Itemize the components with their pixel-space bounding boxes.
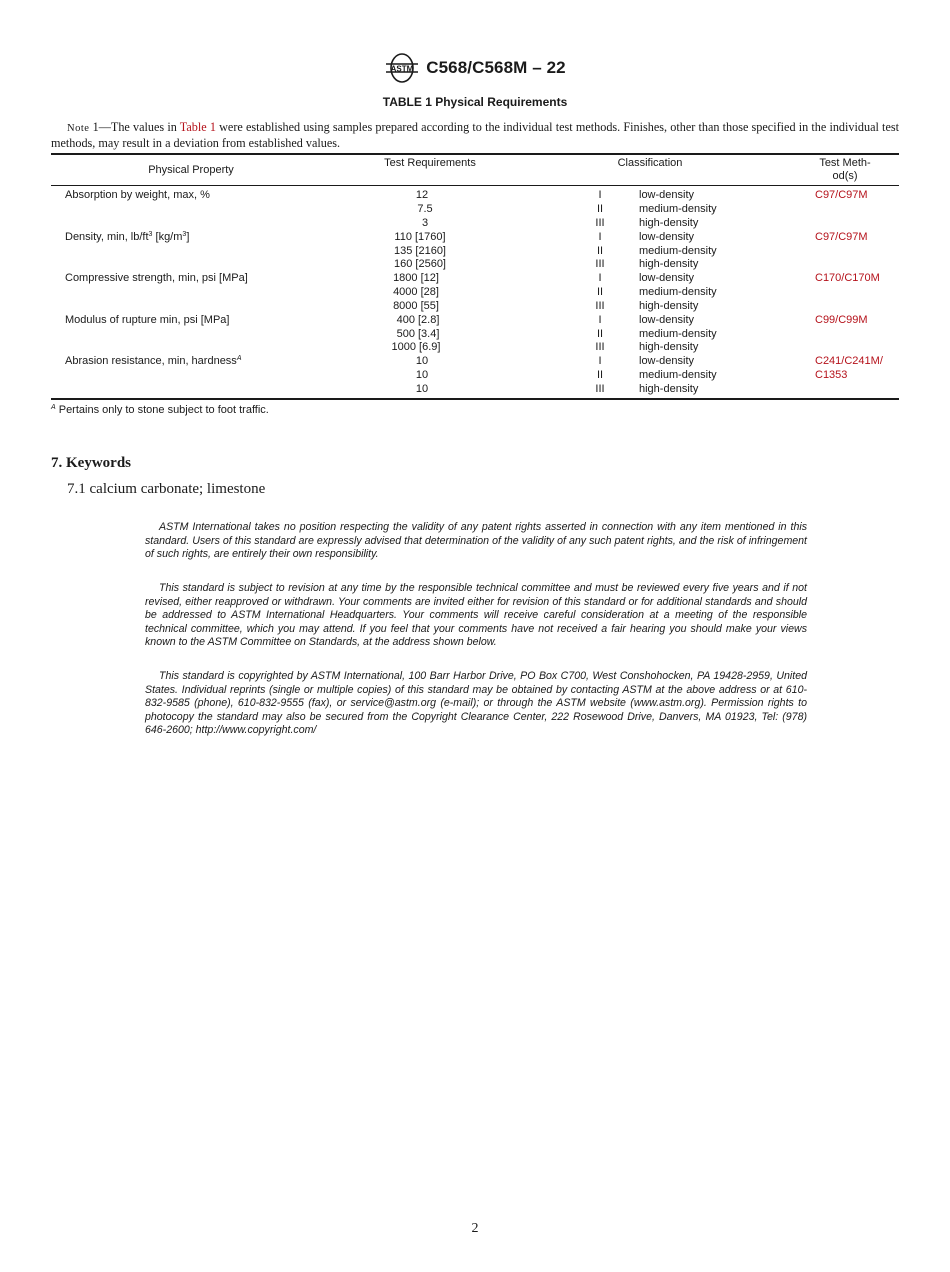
class-name: high-density <box>639 217 699 229</box>
req-value: 7.5 <box>417 203 433 215</box>
class-roman: III <box>595 341 605 353</box>
class-roman: III <box>595 258 605 270</box>
table-bottom-rule <box>51 398 899 400</box>
method-link-c97[interactable]: C97/C97M <box>815 231 868 243</box>
class-name: medium-density <box>639 286 717 298</box>
property-modulus-of-rupture: Modulus of rupture min, psi [MPa] <box>65 314 230 326</box>
keywords-heading: 7. Keywords <box>51 455 131 471</box>
class-roman: II <box>596 286 604 298</box>
col-test-requirements: Test Requirements <box>384 157 476 169</box>
footnote-mark: A <box>51 404 56 411</box>
req-value: 135 [2160] <box>394 245 446 257</box>
svg-text:ASTM: ASTM <box>390 64 414 74</box>
class-roman: I <box>598 314 602 326</box>
table-top-rule <box>51 153 899 155</box>
property-compressive-strength: Compressive strength, min, psi [MPa] <box>65 272 248 284</box>
class-roman: II <box>596 245 604 257</box>
col-test-methods-line2: od(s) <box>832 170 858 182</box>
revision-disclaimer: This standard is subject to revision at any time by the responsible technical committee and must be reviewed every five years and if not revised, either reapproved or withdrawn. Your comments are invited either for revision of this standard or for additional standards and should be addressed to ASTM International Headquarters. Your comments will receive careful consideration at a meeting of the responsible technical committee, which you may attend. If you feel that your comments have not received a fair hearing you should make your views known to the ASTM Committee on Standards, at the address shown below. <box>145 582 807 649</box>
method-link-c1353[interactable]: C1353 <box>815 369 848 381</box>
property-density-close: ] <box>186 231 190 243</box>
req-value: 110 [1760] <box>394 231 446 243</box>
class-roman: II <box>596 328 604 340</box>
method-link-c170[interactable]: C170/C170M <box>815 272 880 284</box>
class-roman: II <box>596 369 604 381</box>
col-physical-property: Physical Property <box>148 164 234 176</box>
class-name: low-density <box>639 231 695 243</box>
req-value: 12 <box>415 189 429 201</box>
page-number: 2 <box>471 1221 479 1236</box>
table-title: TABLE 1 Physical Requirements <box>382 95 568 109</box>
req-value: 1800 [12] <box>393 272 439 284</box>
footnote-ref: A <box>236 355 242 362</box>
note-text-after: were established using samples prepared according to the individual test methods. Finishes, other than those specified in the individual test methods, may result in a deviation from established values. <box>51 120 899 150</box>
property-abrasion-text: Abrasion resistance, min, hardness <box>65 355 237 367</box>
class-name: high-density <box>639 258 699 270</box>
copyright-disclaimer: This standard is copyrighted by ASTM International, 100 Barr Harbor Drive, PO Box C700, West Conshohocken, PA 19428-2959, United States. Individual reprints (single or multiple copies) of this standard may be obtained by contacting ASTM at the above address or at 610-832-9585 (phone), 610-832-9555 (fax), or service@astm.org (e-mail); or through the ASTM website (www.astm.org). Permission rights to photocopy the standard may also be secured from the Copyright Clearance Center, 222 Rosewood Drive, Danvers, MA 01923, Tel: (978) 646-2600; http://www.copyright.com/ <box>145 670 807 737</box>
class-name: low-density <box>639 272 695 284</box>
req-value: 10 <box>415 369 429 381</box>
document-header <box>0 50 950 86</box>
patent-disclaimer: ASTM International takes no position respecting the validity of any patent rights asserted in connection with any item mentioned in this standard. Users of this standard are expressly advised that determination of the validity of any such patent rights, and the risk of infringement of such rights, are entirely their own responsibility. <box>145 521 807 561</box>
req-value: 160 [2560] <box>394 258 446 270</box>
method-link-c97[interactable]: C97/C97M <box>815 189 868 201</box>
class-name: medium-density <box>639 369 717 381</box>
table-header-rule <box>51 185 899 186</box>
class-name: medium-density <box>639 203 717 215</box>
class-name: high-density <box>639 341 699 353</box>
class-name: high-density <box>639 300 699 312</box>
class-name: medium-density <box>639 245 717 257</box>
superscript: 3 <box>148 231 153 238</box>
class-name: low-density <box>639 189 695 201</box>
req-value: 8000 [55] <box>393 300 439 312</box>
astm-logo-icon <box>384 52 420 84</box>
standard-designation: C568/C568M – 22 <box>426 58 566 77</box>
class-roman: III <box>595 217 605 229</box>
req-value: 3 <box>421 217 429 229</box>
property-density-unit: [kg/m <box>152 231 183 243</box>
class-roman: III <box>595 300 605 312</box>
col-classification: Classification <box>617 157 683 169</box>
req-value: 1000 [6.9] <box>391 341 441 353</box>
col-test-methods <box>790 157 900 183</box>
req-value: 400 [2.8] <box>396 314 440 326</box>
table-1-link[interactable]: Table 1 <box>179 120 216 134</box>
table-footnote <box>51 404 269 416</box>
property-absorption: Absorption by weight, max, % <box>65 189 210 201</box>
superscript: 3 <box>182 231 187 238</box>
method-link-c99[interactable]: C99/C99M <box>815 314 868 326</box>
class-roman: II <box>596 203 604 215</box>
class-name: low-density <box>639 314 695 326</box>
note-label: Note <box>67 123 90 134</box>
method-link-c241[interactable]: C241/C241M/ <box>815 355 883 367</box>
class-roman: I <box>598 355 602 367</box>
note-text-before: —The values in <box>98 120 180 134</box>
note-number: 1 <box>92 120 99 134</box>
class-name: medium-density <box>639 328 717 340</box>
req-value: 4000 [28] <box>393 286 439 298</box>
class-roman: III <box>595 383 605 395</box>
class-roman: I <box>598 231 602 243</box>
class-roman: I <box>598 272 602 284</box>
table-note <box>51 120 899 150</box>
property-abrasion-resistance <box>65 355 241 368</box>
class-name: low-density <box>639 355 695 367</box>
class-name: high-density <box>639 383 699 395</box>
property-density <box>65 231 189 244</box>
footnote-text: Pertains only to stone subject to foot traffic. <box>55 404 269 416</box>
col-test-methods-line1: Test Meth- <box>819 157 871 169</box>
keywords-body: 7.1 calcium carbonate; limestone <box>67 481 266 497</box>
property-density-text: Density, min, lb/ft <box>65 231 149 243</box>
class-roman: I <box>598 189 602 201</box>
req-value: 500 [3.4] <box>396 328 440 340</box>
req-value: 10 <box>415 355 429 367</box>
req-value: 10 <box>415 383 429 395</box>
